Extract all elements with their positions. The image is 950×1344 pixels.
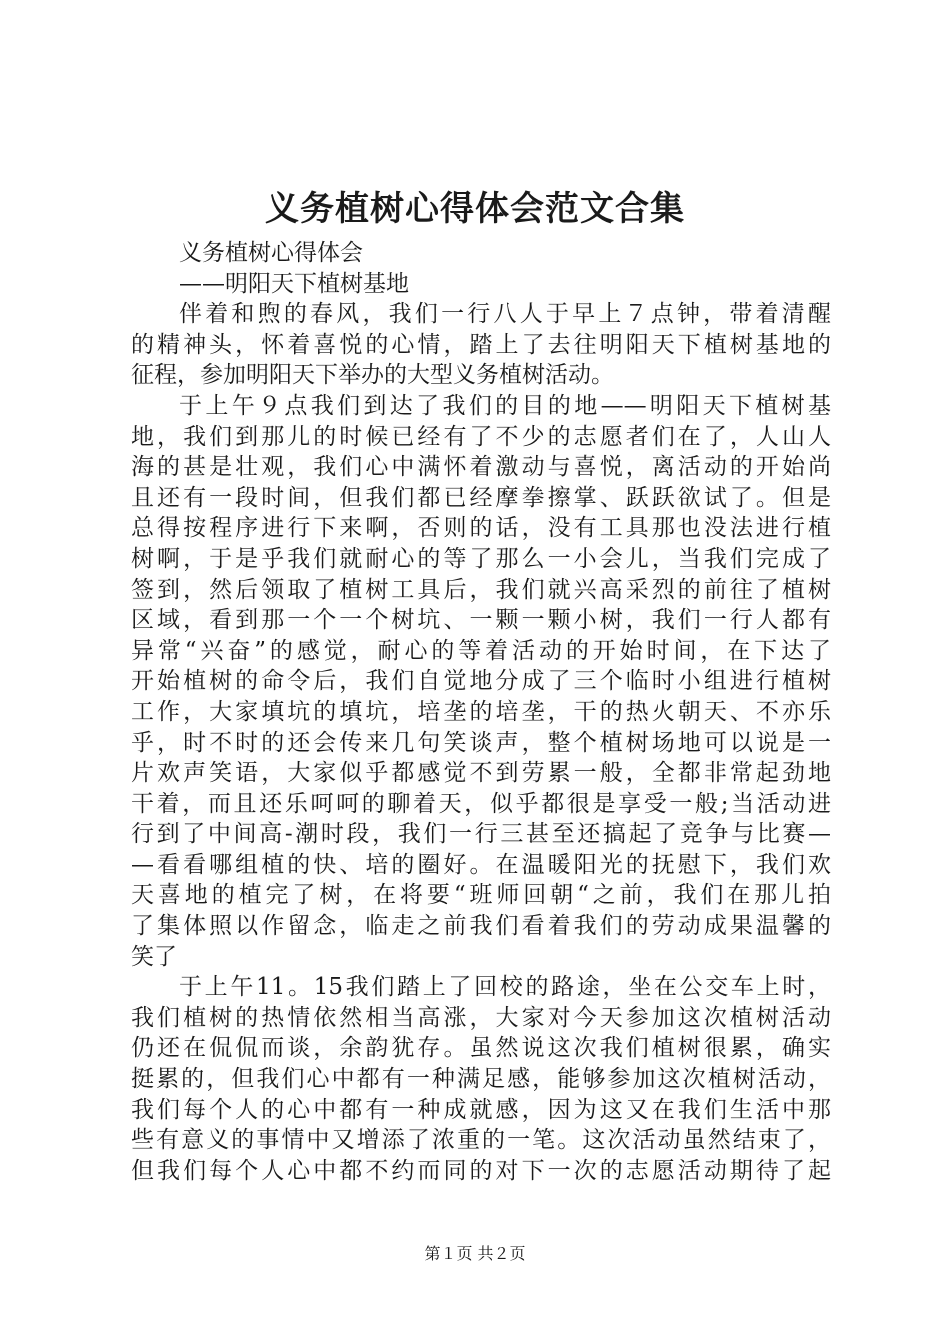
text-line: 异常“兴奋”的感觉，耐心的等着活动的开始时间，在下达了 — [131, 637, 831, 664]
text-line: 的精神头，怀着喜悦的心情，踏上了去往明阳天下植树基地的 — [131, 331, 831, 358]
text-line: 天喜地的植完了树，在将要“班师回朝“之前，我们在那儿拍 — [131, 882, 831, 909]
text-line: 于上午11。15我们踏上了回校的路途，坐在公交车上时， — [179, 974, 831, 1001]
text-line: 挺累的，但我们心中都有一种满足感，能够参加这次植树活动， — [131, 1066, 831, 1093]
text-line: 干着，而且还乐呵呵的聊着天，似乎都很是享受一般;当活动进 — [131, 790, 831, 817]
subtitle-line: ——明阳天下植树基地 — [179, 270, 409, 297]
text-line: 仍还在侃侃而谈，余韵犹存。虽然说这次我们植树很累，确实 — [131, 1035, 831, 1062]
text-line: 地，我们到那儿的时候已经有了不少的志愿者们在了，人山人 — [131, 423, 831, 450]
document-body — [131, 238, 831, 1186]
page-number: 第１页 共２页 — [424, 1244, 526, 1263]
paragraph — [131, 972, 831, 1186]
text-line: 且还有一段时间，但我们都已经摩拳擦掌、跃跃欲试了。但是 — [131, 484, 831, 511]
text-line: 行到了中间高-潮时段，我们一行三甚至还搞起了竞争与比赛— — [131, 821, 831, 848]
text-line: 些有意义的事情中又增添了浓重的一笔。这次活动虽然结束了， — [131, 1127, 831, 1154]
text-line: 乎，时不时的还会传来几句笑谈声，整个植树场地可以说是一 — [131, 729, 831, 756]
text-line: 我们植树的热情依然相当高涨，大家对今天参加这次植树活动 — [131, 1004, 831, 1031]
text-line: 片欢声笑语，大家似乎都感觉不到劳累一般，全都非常起劲地 — [131, 760, 831, 787]
text-line: 区域，看到那一个一个树坑、一颗一颗小树，我们一行人都有 — [131, 607, 831, 634]
text-line: 了集体照以作留念，临走之前我们看着我们的劳动成果温馨的 — [131, 913, 831, 940]
paragraph — [131, 299, 831, 391]
text-line: 海的甚是壮观，我们心中满怀着激动与喜悦，离活动的开始尚 — [131, 454, 831, 481]
text-line: 于上午９点我们到达了我们的目的地——明阳天下植树基 — [179, 392, 831, 419]
text-line: 征程，参加明阳天下举办的大型义务植树活动。 — [131, 362, 614, 389]
subtitle-line: 义务植树心得体会 — [179, 240, 363, 266]
text-line: 签到，然后领取了植树工具后，我们就兴高采烈的前往了植树 — [131, 576, 831, 603]
text-line: 我们每个人的心中都有一种成就感，因为这又在我们生活中那 — [131, 1096, 831, 1123]
text-line: —看看哪组植的快、培的圈好。在温暖阳光的抚慰下，我们欢 — [131, 851, 831, 878]
text-line: 伴着和煦的春风，我们一行八人于早上７点钟，带着清醒 — [179, 301, 831, 328]
paragraph — [131, 391, 831, 972]
text-line: 工作，大家填坑的填坑，培垄的培垄，干的热火朝天、不亦乐 — [131, 698, 831, 725]
text-line: 开始植树的命令后，我们自觉地分成了三个临时小组进行植树 — [131, 668, 831, 695]
text-line: 总得按程序进行下来啊，否则的话，没有工具那也没法进行植 — [131, 515, 831, 542]
text-line: 但我们每个人心中都不约而同的对下一次的志愿活动期待了起 — [131, 1157, 831, 1184]
text-line: 笑了 — [131, 943, 177, 970]
page-title: 义务植树心得体会范文合集 — [265, 189, 685, 229]
text-line: 树啊，于是乎我们就耐心的等了那么一小会儿，当我们完成了 — [131, 545, 831, 572]
